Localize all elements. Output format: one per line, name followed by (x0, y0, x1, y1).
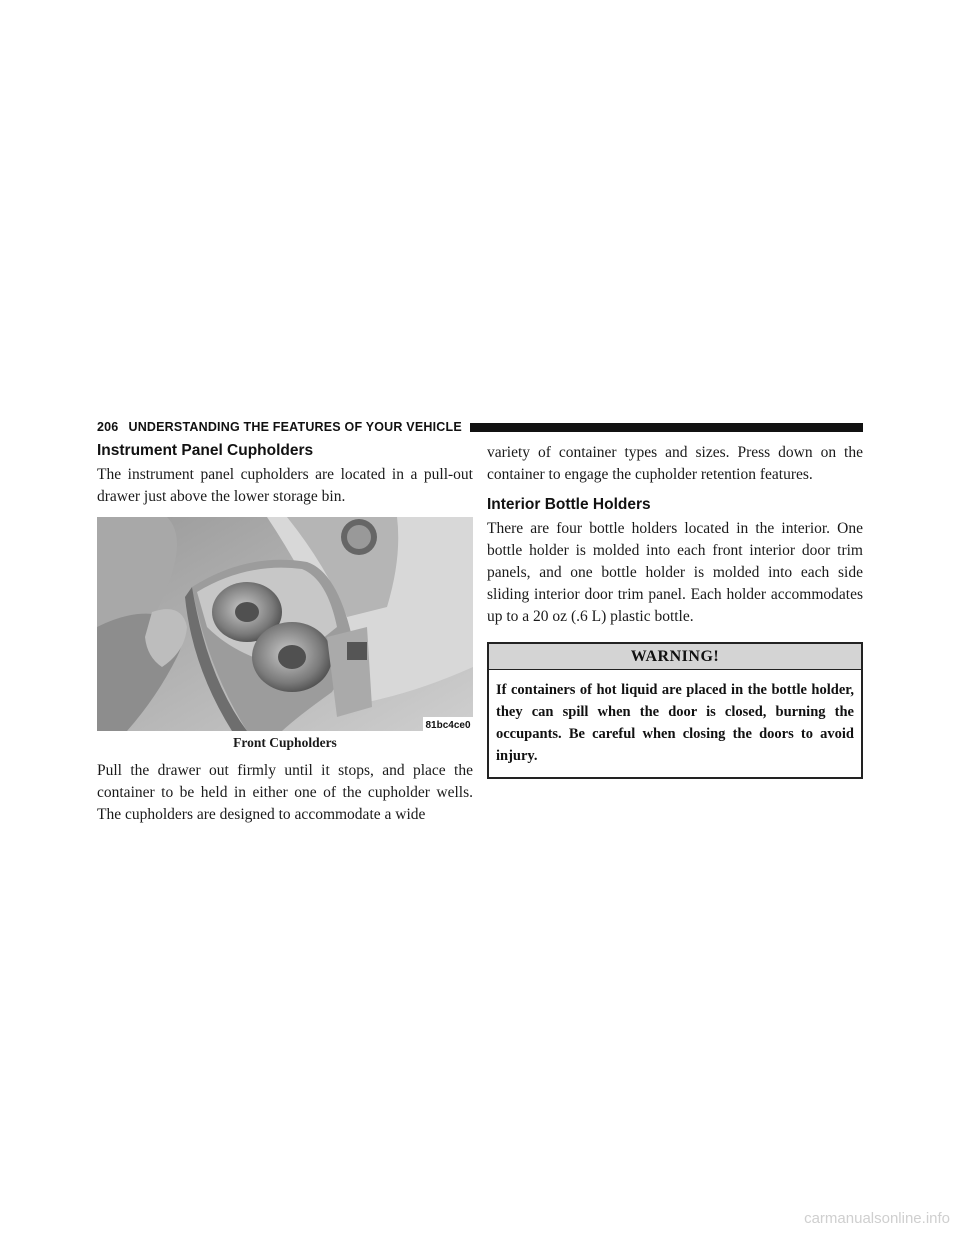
section-heading-bottle-holders: Interior Bottle Holders (487, 496, 651, 513)
warning-text: If containers of hot liquid are placed in the bottle holder, they can spill when the door is closed, burning the occupants. Be careful when closing the doors to avoid injury. (496, 682, 854, 764)
watermark (0, 1207, 960, 1231)
page-header (97, 419, 863, 435)
header-text (97, 420, 462, 434)
right-column (487, 442, 863, 779)
figure-front-cupholders (97, 517, 473, 751)
section-heading-cupholders: Instrument Panel Cupholders (97, 442, 314, 459)
bottle-holders-body: There are four bottle holders located in the interior. One bottle holder is molded into each front interior door trim panels, and one bottle holder is molded into each side sliding interior door trim panel. Each holder accommodates up to a 20 oz (.6 L) plastic bottle. (487, 520, 863, 625)
cupholders-body: Pull the drawer out firmly until it stops, and place the container to be held in either one of the cupholder wells. The cupholders are designed to accommodate a wide (97, 762, 473, 823)
cupholder-drawer-photo (97, 517, 473, 731)
cupholders-continuation: variety of container types and sizes. Press down on the container to engage the cupholder retention features. (487, 444, 863, 483)
watermark-text: carmanualsonline.info (804, 1210, 950, 1227)
page-number: 206 (97, 420, 119, 434)
header-rule (470, 423, 863, 432)
left-column (97, 442, 473, 826)
image-code: 81bc4ce0 (425, 720, 471, 731)
running-title: UNDERSTANDING THE FEATURES OF YOUR VEHICLE (128, 420, 462, 434)
figure-caption: Front Cupholders (233, 735, 337, 750)
cupholders-intro: The instrument panel cupholders are located in a pull-out drawer just above the lower storage bin. (97, 466, 473, 505)
warning-box (487, 642, 863, 779)
warning-title: WARNING! (489, 644, 861, 670)
